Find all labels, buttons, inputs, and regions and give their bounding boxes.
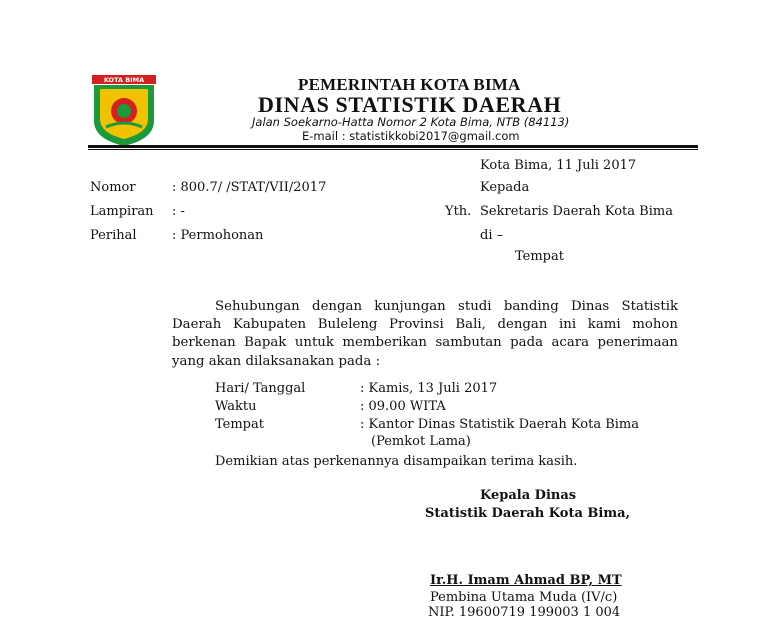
place-date: Kota Bima, 11 Juli 2017 — [480, 158, 637, 173]
city-logo — [92, 75, 156, 147]
header-rule-thick — [88, 145, 698, 148]
signatory-name: Ir.H. Imam Ahmad BP, MT — [430, 573, 622, 588]
body-paragraph: Sehubungan dengan kunjungan studi banding Dinas Statistik Daerah Kabupaten Buleleng Provinsi Bali, dengan ini kami mohon berkenan Bapak untuk memberikan sambutan pada acara penerimaan yang akan dilaksanakan pada : — [172, 299, 678, 369]
detail-label-date: Hari/ Tanggal — [215, 381, 306, 396]
signature-title-2: Statistik Daerah Kota Bima, — [425, 506, 631, 521]
detail-value-time: : 09.00 WITA — [360, 399, 446, 414]
kepada-label: Kepada — [480, 180, 530, 195]
di-label: di – — [480, 228, 504, 243]
lampiran-value: : - — [172, 204, 185, 219]
signature-title-1: Kepala Dinas — [480, 488, 577, 503]
signatory-nip: NIP. 19600719 199003 1 004 — [428, 605, 621, 620]
signatory-rank: Pembina Utama Muda (IV/c) — [430, 590, 618, 605]
closing-sentence: Demikian atas perkenannya disampaikan terima kasih. — [215, 454, 578, 469]
email: E-mail : statistikkobi2017@gmail.com — [302, 129, 520, 143]
header-rule-thin — [88, 149, 698, 150]
perihal-label: Perihal — [90, 228, 137, 243]
nomor-label: Nomor — [90, 180, 136, 195]
logo-text: KOTA BIMA — [103, 76, 145, 84]
department-name: DINAS STATISTIK DAERAH — [258, 92, 562, 117]
body-paragraph-block — [172, 298, 678, 371]
recipient: Sekretaris Daerah Kota Bima — [480, 204, 673, 219]
government-name: PEMERINTAH KOTA BIMA — [298, 75, 521, 94]
tempat-label: Tempat — [515, 249, 564, 264]
address: Jalan Soekarno-Hatta Nomor 2 Kota Bima, NTB (84113) — [252, 115, 570, 129]
detail-place-note: (Pemkot Lama) — [371, 434, 471, 449]
detail-value-place: : Kantor Dinas Statistik Daerah Kota Bima — [360, 417, 639, 432]
detail-label-place: Tempat — [215, 417, 264, 432]
lampiran-label: Lampiran — [90, 204, 154, 219]
detail-label-time: Waktu — [215, 399, 257, 414]
perihal-value: : Permohonan — [172, 228, 264, 243]
nomor-value: : 800.7/ /STAT/VII/2017 — [172, 180, 327, 195]
yth-label: Yth. — [445, 204, 472, 219]
detail-value-date: : Kamis, 13 Juli 2017 — [360, 381, 498, 396]
